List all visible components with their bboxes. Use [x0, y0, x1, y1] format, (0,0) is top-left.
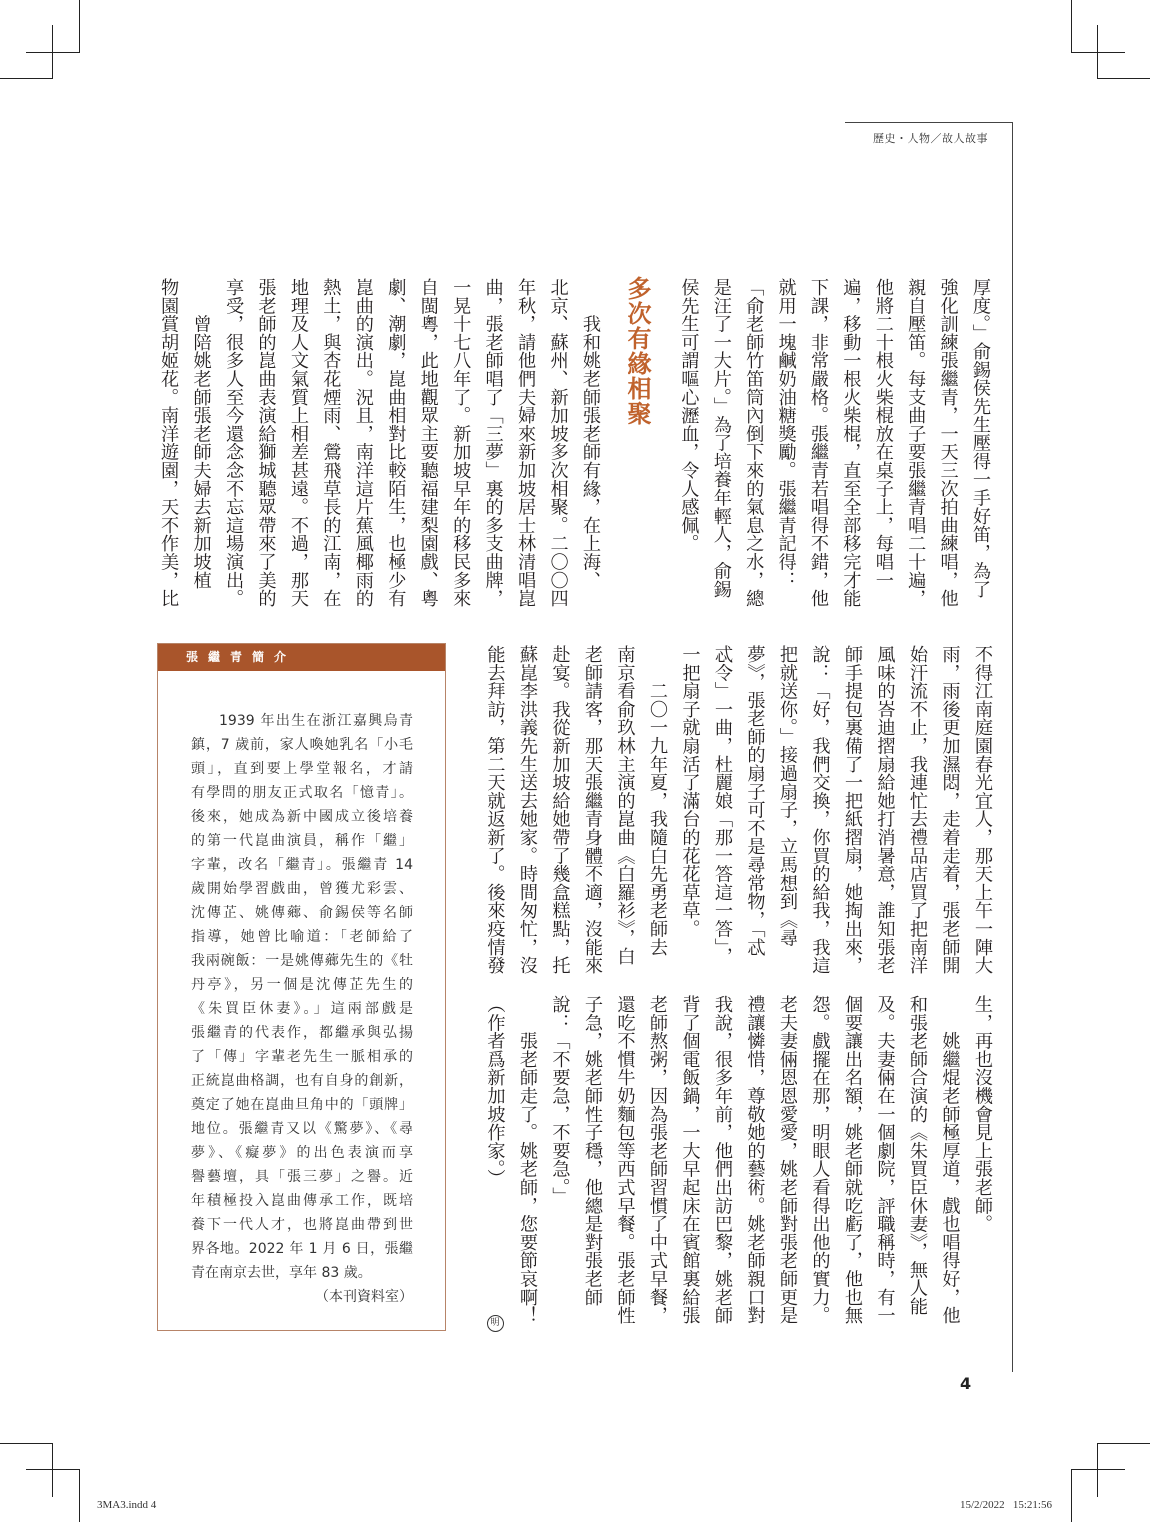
- sidebar-line: 青在南京去世，享年 83 歲。: [191, 1265, 372, 1281]
- sidebar-line: 正統崑曲格調，也有自身的創新，: [191, 1073, 413, 1089]
- column-text: 風味的峇迪摺扇給她打消暑意，誰知張老: [874, 645, 896, 975]
- column-text: 怨。戲擺在那，明眼人看得出他的實力。: [809, 995, 831, 1325]
- column-text: 張老師走了。姚老師，您要節哀啊！: [517, 995, 538, 1325]
- column-text: （作者爲新加坡作家。）: [484, 995, 506, 1188]
- text-column: [804, 645, 836, 990]
- margin-rule: [1012, 122, 1013, 1372]
- crop-mark: [79, 1469, 80, 1522]
- text-column: [152, 278, 184, 623]
- column-text: 下課，非常嚴格。張繼青若唱得不錯，他: [808, 278, 829, 608]
- column-text: 他將二十根火柴棍放在桌子上，每唱一: [872, 278, 894, 590]
- crop-mark: [1097, 78, 1150, 79]
- text-column: [867, 278, 899, 623]
- column-text: 姚繼焜老師極厚道，戲也唱得好，他: [939, 995, 961, 1325]
- sidebar-line: 我兩碗飯：一是姚傳薌先生的《牡: [191, 953, 413, 969]
- crop-mark: [0, 1443, 53, 1444]
- text-column: [739, 645, 771, 990]
- column-text: 老師請客，那天張繼青身體不適，沒能來: [582, 645, 603, 975]
- column-text: 崑曲的演出。況且，南洋這片蕉風椰雨的: [352, 278, 374, 608]
- sidebar-line: 譽藝壇，具「張三夢」之譽。近: [191, 1169, 413, 1185]
- column-text: 背了個電飯鍋，一大早起床在賓館裏給張: [679, 995, 701, 1325]
- text-column: [674, 995, 706, 1340]
- column-text: 我說，很多年前，他們出訪巴黎，姚老師: [712, 995, 733, 1325]
- text-column: [477, 278, 509, 623]
- text-column: [706, 645, 738, 990]
- column-text: 不得江南庭園春光宜人，那天上午一陣大: [972, 645, 993, 975]
- column-text: 蘇崑李洪義先生送去她家。時間匆忙，沒: [517, 645, 538, 975]
- text-column: [901, 995, 933, 1340]
- crop-mark: [1097, 1443, 1150, 1444]
- text-column: [706, 995, 738, 1340]
- column-text: 忒令」一曲，杜麗娘「那一答這一答」，: [712, 645, 733, 966]
- column-text: 始汗流不止，我連忙去禮品店買了把南洋: [907, 645, 928, 975]
- sidebar-line: 張繼青的代表作，都繼承與弘揚: [191, 1025, 413, 1041]
- column-text: 侯先生可謂嘔心瀝血，令人感佩。: [678, 278, 700, 553]
- column-text: 地理及人文氣質上相差甚遠。不過，那天: [287, 278, 309, 608]
- header-rule: [845, 122, 1013, 123]
- text-column: [412, 278, 444, 623]
- column-text: 赴宴。我從新加坡給她帶了幾盒糕點，托: [549, 645, 571, 975]
- text-column: [444, 278, 476, 623]
- text-column: [739, 995, 771, 1340]
- sidebar-line: 歲開始學習戲曲，曾獲尤彩雲、: [191, 881, 413, 897]
- text-column: [609, 645, 641, 990]
- sidebar-line: 沈傳芷、姚傳薌、俞錫侯等名師: [191, 905, 413, 921]
- text-column: [379, 278, 411, 623]
- text-column: [966, 645, 998, 990]
- column-text: 老夫妻倆恩恩愛愛，姚老師對張老師更是: [777, 995, 798, 1325]
- sidebar-line: 夢》、《癡夢》的出色表演而享: [191, 1145, 413, 1161]
- text-column: [511, 645, 543, 990]
- text-column: [869, 995, 901, 1340]
- text-column: [641, 995, 673, 1340]
- crop-mark: [1097, 1443, 1098, 1497]
- text-column: [347, 278, 379, 623]
- sidebar-line: 了「傳」字輩老先生一脈相承的: [191, 1049, 413, 1065]
- text-column: [185, 278, 217, 623]
- text-column: [542, 278, 574, 623]
- text-column: [771, 645, 803, 990]
- text-column: [282, 278, 314, 623]
- sidebar-line: 界各地。2022 年 1 月 6 日，張繼: [191, 1241, 413, 1257]
- text-column: [770, 278, 802, 623]
- column-text: 是汪了一大片。」為了培養年輕人，俞錫: [710, 278, 732, 599]
- column-text: 北京、蘇州、新加坡多次相聚。二〇〇四: [547, 278, 569, 608]
- text-column: [574, 278, 606, 623]
- crop-mark: [1071, 1469, 1072, 1522]
- column-text: 「俞老師竹笛筒內倒下來的氣息之水，總: [743, 278, 765, 608]
- text-column: [509, 278, 541, 623]
- crop-mark: [0, 78, 53, 79]
- crop-mark: [1071, 52, 1125, 53]
- publisher-seal: 明: [487, 1315, 504, 1332]
- crop-mark: [79, 0, 80, 53]
- text-column: [511, 995, 543, 1340]
- column-text: 一把扇子就扇活了滿台的花花草草。: [679, 645, 701, 938]
- text-column: [250, 278, 282, 623]
- column-text: 一晃十七八年了。新加坡早年的移民多來: [450, 278, 472, 608]
- text-column: [964, 278, 996, 623]
- section-heading: 多次有緣相聚: [623, 276, 651, 426]
- text-column: [836, 995, 868, 1340]
- column-text: 個要讓出名額，姚老師就吃虧了，他也無: [842, 995, 863, 1325]
- text-column: [479, 645, 511, 990]
- text-column: [932, 278, 964, 623]
- sidebar-line: 1939 年出生在浙江嘉興烏青: [219, 713, 413, 729]
- column-text: 熱土，與杏花煙雨、鶯飛草長的江南，在: [320, 278, 342, 608]
- column-text: 享受，很多人至今還念念不忘這場演出。: [223, 278, 245, 608]
- column-text: 及。夫妻倆在一個劇院，評職稱時，有一: [874, 995, 896, 1325]
- sidebar-line: 年積極投入崑曲傳承工作，既培: [191, 1193, 413, 1209]
- sidebar-line: 頭」，直到要上學堂報名，才請: [191, 761, 413, 777]
- column-text: 雨，雨後更加濕悶，走着走着，張老師開: [939, 645, 961, 975]
- section-label: 歷史・人物／故人故事: [873, 132, 988, 145]
- sidebar-credit: （本刊資料室）: [315, 1289, 413, 1305]
- text-column: [674, 645, 706, 990]
- column-text: 二〇一九年夏，我隨白先勇老師去: [647, 645, 668, 957]
- sidebar-line: 字輩，改名「繼青」。張繼青 14: [191, 857, 413, 873]
- text-column: [836, 645, 868, 990]
- column-text: 老師熬粥，因為張老師習慣了中式早餐，: [647, 995, 668, 1325]
- sidebar-line: 奠定了她在崑曲旦角中的「頭牌」: [191, 1097, 413, 1113]
- column-text: 就用一塊鹹奶油糖獎勵。張繼青記得：: [775, 278, 797, 590]
- column-text: 劇、潮劇，崑曲相對比較陌生，也極少有: [385, 278, 407, 608]
- column-text: 強化訓練張繼青，一天三次拍曲練唱，他: [937, 278, 959, 608]
- text-column: [737, 278, 769, 623]
- column-text: 曲，張老師唱了「三夢」裏的多支曲牌，: [482, 278, 504, 608]
- column-text: 把就送你。」接過扇子，立馬想到《尋: [777, 645, 798, 947]
- column-text: 生，再也沒機會見上張老師。: [972, 995, 993, 1233]
- profile-sidebar: [157, 643, 446, 1331]
- crop-mark: [52, 1443, 53, 1497]
- text-column: [609, 995, 641, 1340]
- text-column: [544, 995, 576, 1340]
- text-column: [479, 995, 511, 1340]
- page-number: 4: [960, 1374, 972, 1393]
- column-text: 子急，姚老師性子穩，他總是對張老師: [582, 995, 603, 1307]
- sidebar-line: 養下一代人才，也將崑曲帶到世: [191, 1217, 413, 1233]
- column-text: 和張老師合演的《朱買臣休妻》，無人能: [907, 995, 928, 1316]
- sidebar-line: 的第一代崑曲演員，稱作「繼」: [191, 833, 413, 849]
- text-column: [802, 278, 834, 623]
- text-column: [899, 278, 931, 623]
- crop-mark: [1071, 1469, 1125, 1470]
- column-text: 說：「不要急，不要急。」: [549, 995, 571, 1206]
- sidebar-line: 鎮，7 歲前，家人喚她乳名「小毛: [191, 737, 413, 753]
- text-column: [314, 278, 346, 623]
- text-column: [576, 645, 608, 990]
- sidebar-line: 《朱買臣休妻》。」這兩部戲是: [191, 1001, 413, 1017]
- text-column: [576, 995, 608, 1340]
- text-column: [966, 995, 998, 1340]
- text-column: [705, 278, 737, 623]
- column-text: 張老師的崑曲表演給獅城聽眾帶來了美的: [255, 278, 277, 608]
- column-text: 厚度。」俞錫侯先生壓得一手好笛，為了: [970, 278, 991, 599]
- column-text: 夢》，張老師的扇子可不是尋常物，「忒: [744, 645, 766, 957]
- text-column: [934, 645, 966, 990]
- sidebar-line: 有學問的朋友正式取名「憶青」。: [191, 785, 413, 801]
- crop-mark: [52, 25, 53, 79]
- column-text: 親自壓笛。每支曲子要張繼青唱二十遍，: [905, 278, 927, 608]
- file-slug: 3MA3.indd 4: [97, 1499, 157, 1511]
- column-text: 說：「好，我們交換，你買的給我，我這: [809, 645, 831, 975]
- text-column: [869, 645, 901, 990]
- text-column: [771, 995, 803, 1340]
- text-column: [641, 645, 673, 990]
- sidebar-line: 指導，她曾比喻道：「老師給了: [191, 929, 413, 945]
- column-text: 我和姚老師張老師有緣，在上海、: [580, 278, 601, 590]
- crop-mark: [26, 1469, 80, 1470]
- column-text: 曾陪姚老師張老師夫婦去新加坡植: [190, 278, 212, 590]
- column-text: 南京看俞玖林主演的崑曲《白羅衫》，白: [614, 645, 636, 966]
- text-column: [834, 278, 866, 623]
- column-text: 師手提包裏備了一把紙摺扇，她掏出來，: [842, 645, 863, 975]
- text-column: [804, 995, 836, 1340]
- sidebar-body: [191, 709, 413, 1309]
- crop-mark: [1097, 25, 1098, 79]
- column-text: 物園賞胡姬花。南洋遊園，天不作美，比: [158, 278, 180, 608]
- column-text: 遍，移動一根火柴棍，直至全部移完才能: [840, 278, 862, 608]
- column-text: 還吃不慣牛奶麵包等西式早餐。張老師性: [614, 995, 636, 1325]
- sidebar-line: 地位。張繼青又以《驚夢》、《尋: [191, 1121, 413, 1137]
- column-text: 自閩粵，此地觀眾主要聽福建梨園戲、粵: [417, 278, 439, 608]
- crop-mark: [26, 52, 80, 53]
- text-column: [672, 278, 704, 623]
- column-text: 年秋，請他們夫婦來新加坡居士林清唱崑: [515, 278, 537, 608]
- text-column: [901, 645, 933, 990]
- column-text: 禮讓憐惜，尊敬她的藝術。姚老師親口對: [744, 995, 766, 1325]
- sidebar-line: 丹亭》，另一個是沈傳芷先生的: [191, 977, 413, 993]
- column-text: 能去拜訪，第二天就返新了。後來疫情發: [484, 645, 506, 975]
- text-column: [544, 645, 576, 990]
- text-column: [934, 995, 966, 1340]
- text-column: [217, 278, 249, 623]
- crop-mark: [1071, 0, 1072, 53]
- sidebar-title: 張繼青簡介: [158, 644, 445, 671]
- print-timestamp: 15/2/2022 15:21:56: [960, 1499, 1052, 1511]
- sidebar-line: 後來，她成為新中國成立後培養: [191, 809, 413, 825]
